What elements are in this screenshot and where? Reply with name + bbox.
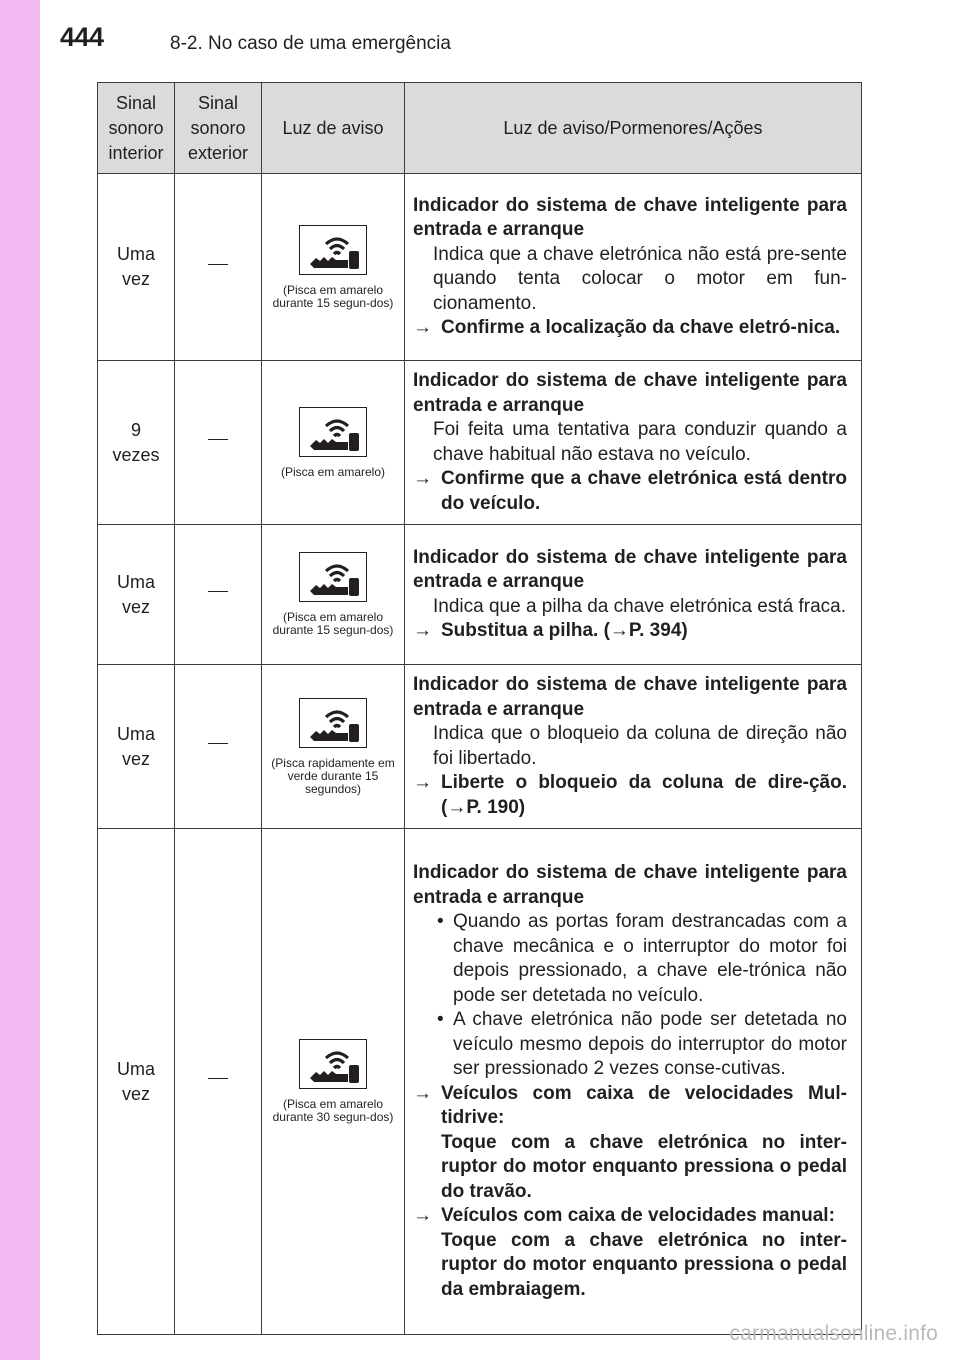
details-cell — [405, 829, 862, 1335]
arrow-icon: → — [413, 620, 432, 641]
interior-buzzer-cell: Uma vez — [98, 829, 175, 1335]
action-item: → Veículos com caixa de velocidades Mul-tidrive: Toque com a chave eletrónica no inter-ruptor do motor enquanto pressiona o pedal do travão. — [413, 1082, 847, 1205]
action-body: Toque com a chave eletrónica no inter-ruptor do motor enquanto pressiona o pedal do travão. — [441, 1131, 847, 1202]
section-title: 8-2. No caso de uma emergência — [170, 33, 451, 54]
interior-buzzer-cell: Uma vez — [98, 174, 175, 361]
light-caption: (Pisca em amarelo durante 15 segun-dos) — [272, 282, 394, 310]
action-item: → Veículos com caixa de velocidades manual: Toque com a chave eletrónica no inter-ruptor do motor enquanto pressiona o pedal da embraiagem. — [413, 1204, 847, 1302]
section-color-strip — [0, 0, 40, 1360]
dash-mark — [208, 591, 228, 592]
details-cell — [405, 361, 862, 525]
arrow-icon: → — [413, 1082, 432, 1104]
arrow-icon: → — [413, 772, 432, 793]
smart-key-indicator-icon — [299, 552, 367, 602]
light-caption: (Pisca em amarelo durante 15 segun-dos) — [272, 610, 394, 637]
detail-text: Foi feita uma tentativa para conduzir quando a chave habitual não estava no veículo. — [433, 419, 847, 465]
light-caption: (Pisca em amarelo durante 30 segun-dos) — [272, 1097, 394, 1124]
detail-title: Indicador do sistema de chave inteligente para entrada e arranque — [413, 194, 847, 240]
smart-key-indicator-icon — [299, 407, 367, 457]
smart-key-glyph — [308, 559, 362, 597]
page-number: 444 — [60, 22, 104, 52]
exterior-buzzer-cell — [175, 174, 262, 361]
dash-mark — [208, 743, 228, 744]
site-watermark: carmanualsonline.info — [729, 1322, 938, 1345]
smart-key-glyph — [308, 232, 362, 270]
arrow-icon: → — [413, 468, 432, 489]
smart-key-indicator-icon — [299, 225, 367, 275]
table-row — [98, 174, 862, 361]
warning-light-cell — [262, 829, 405, 1335]
detail-title: Indicador do sistema de chave inteligente para entrada e arranque — [413, 862, 847, 908]
table-row — [98, 829, 862, 1335]
details-cell — [405, 174, 862, 361]
detail-text: Indica que a chave eletrónica não está pre-sente quando tenta colocar o motor em fun-cionamento. — [433, 243, 847, 314]
details-cell — [405, 525, 862, 665]
col-header-warning-light: Luz de aviso — [262, 83, 405, 174]
dash-mark — [208, 1078, 228, 1079]
arrow-icon: → — [413, 1205, 432, 1226]
dash-mark — [208, 439, 228, 440]
interior-buzzer-cell: 9 vezes — [98, 361, 175, 525]
detail-title: Indicador do sistema de chave inteligente para entrada e arranque — [413, 546, 847, 592]
details-cell — [405, 665, 862, 829]
table-row — [98, 525, 862, 665]
warning-light-cell — [262, 525, 405, 665]
interior-buzzer-cell: Uma vez — [98, 665, 175, 829]
exterior-buzzer-cell — [175, 829, 262, 1335]
smart-key-indicator-icon — [299, 1039, 367, 1089]
smart-key-glyph — [308, 414, 362, 452]
detail-title: Indicador do sistema de chave inteligente para entrada e arranque — [413, 674, 847, 720]
dash-mark — [208, 264, 228, 265]
detail-title: Indicador do sistema de chave inteligente para entrada e arranque — [413, 370, 847, 416]
arrow-icon: → — [413, 317, 432, 338]
bullet-item: • Quando as portas foram destrancadas com a chave mecânica e o interruptor do motor foi depois pressionado, a chave ele-trónica não pode ser detetada no veículo. — [413, 910, 847, 1008]
action-body: Toque com a chave eletrónica no inter-ruptor do motor enquanto pressiona o pedal da embraiagem. — [441, 1229, 847, 1300]
interior-buzzer-cell: Uma vez — [98, 525, 175, 665]
col-header-interior-buzzer: Sinal sonoro interior — [98, 83, 175, 174]
exterior-buzzer-cell — [175, 665, 262, 829]
warning-light-cell — [262, 665, 405, 829]
exterior-buzzer-cell — [175, 525, 262, 665]
smart-key-glyph — [308, 705, 362, 743]
warning-table — [97, 82, 862, 1335]
table-header-row — [98, 83, 862, 174]
action-item: → Confirme que a chave eletrónica está dentro do veículo. — [413, 468, 847, 514]
action-item: → Liberte o bloqueio da coluna de dire-ção. (→P. 190) — [413, 772, 847, 818]
table-row — [98, 665, 862, 829]
light-caption: (Pisca em amarelo) — [280, 464, 386, 479]
detail-text: Indica que o bloqueio da coluna de direção não foi libertado. — [433, 723, 847, 769]
col-header-details: Luz de aviso/Pormenores/Ações — [405, 83, 862, 174]
action-item: → Confirme a localização da chave eletró-nica. — [413, 316, 847, 341]
warning-light-cell — [262, 174, 405, 361]
bullet-item: • A chave eletrónica não pode ser detetada no veículo mesmo depois do interruptor do motor ser pressionado 2 vezes conse-cutivas. — [413, 1008, 847, 1082]
warning-light-cell — [262, 361, 405, 525]
detail-text: Indica que a pilha da chave eletrónica está fraca. — [433, 595, 846, 617]
smart-key-indicator-icon — [299, 698, 367, 748]
table-row — [98, 361, 862, 525]
exterior-buzzer-cell — [175, 361, 262, 525]
smart-key-glyph — [308, 1046, 362, 1084]
col-header-exterior-buzzer: Sinal sonoro exterior — [175, 83, 262, 174]
light-caption: (Pisca rapidamente em verde durante 15 segundos) — [271, 755, 395, 796]
action-item: → Substitua a pilha. (→P. 394) — [413, 619, 847, 644]
